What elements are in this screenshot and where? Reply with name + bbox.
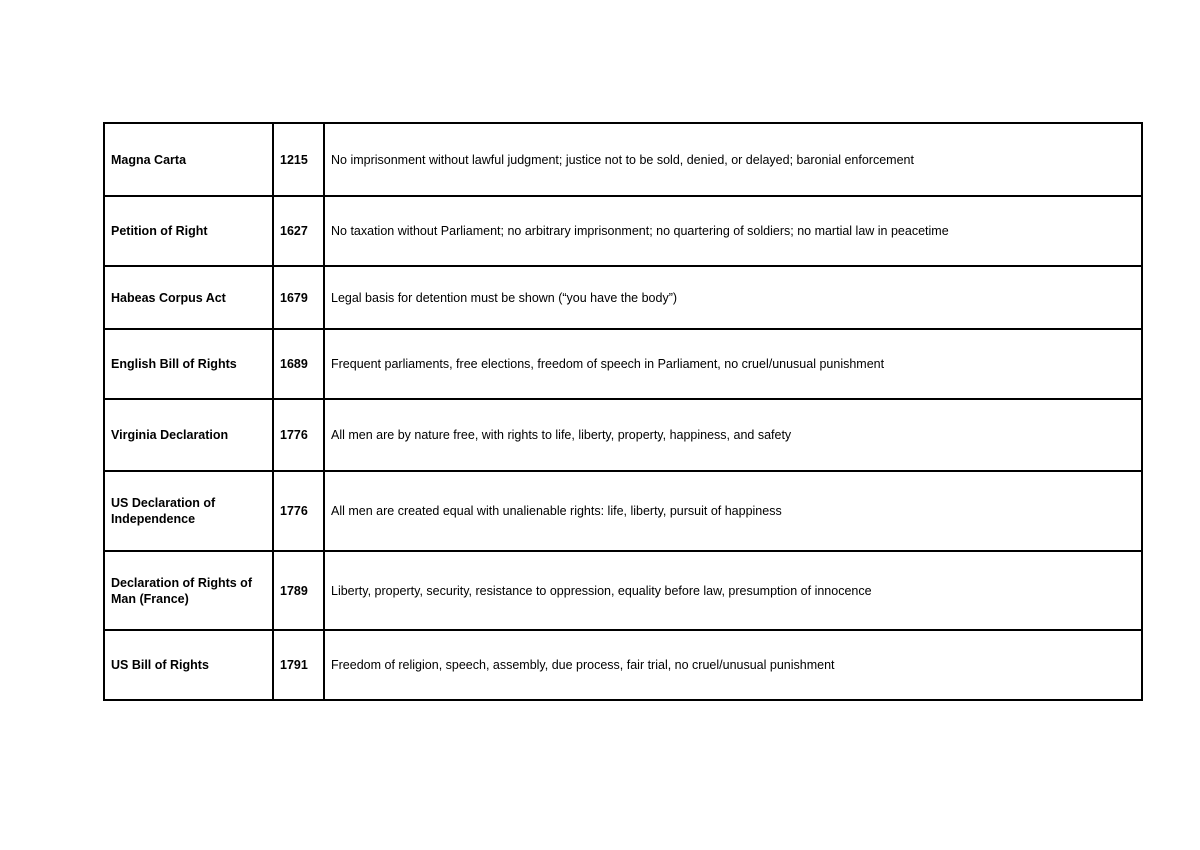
table-row bbox=[104, 551, 1142, 630]
year-cell: 1627 bbox=[273, 196, 324, 266]
year-cell: 1679 bbox=[273, 266, 324, 329]
description-cell: Legal basis for detention must be shown (“you have the body”) bbox=[324, 266, 1142, 329]
rights-documents-table bbox=[103, 122, 1143, 701]
year-cell: 1689 bbox=[273, 329, 324, 399]
description-cell: No imprisonment without lawful judgment; justice not to be sold, denied, or delayed; baronial enforcement bbox=[324, 123, 1142, 196]
year-cell: 1791 bbox=[273, 630, 324, 700]
table-row bbox=[104, 196, 1142, 266]
year-cell: 1776 bbox=[273, 471, 324, 551]
document-name-cell: US Bill of Rights bbox=[104, 630, 273, 700]
description-cell: No taxation without Parliament; no arbitrary imprisonment; no quartering of soldiers; no martial law in peacetime bbox=[324, 196, 1142, 266]
table-row bbox=[104, 471, 1142, 551]
year-cell: 1215 bbox=[273, 123, 324, 196]
document-name-cell: Habeas Corpus Act bbox=[104, 266, 273, 329]
document-name-cell: English Bill of Rights bbox=[104, 329, 273, 399]
document-name-cell: Declaration of Rights of Man (France) bbox=[104, 551, 273, 630]
document-name-cell: US Declaration of Independence bbox=[104, 471, 273, 551]
year-cell: 1789 bbox=[273, 551, 324, 630]
table-row bbox=[104, 630, 1142, 700]
table-row bbox=[104, 266, 1142, 329]
table-row bbox=[104, 123, 1142, 196]
description-cell: All men are by nature free, with rights to life, liberty, property, happiness, and safety bbox=[324, 399, 1142, 471]
description-cell: Freedom of religion, speech, assembly, due process, fair trial, no cruel/unusual punishment bbox=[324, 630, 1142, 700]
description-cell: Frequent parliaments, free elections, freedom of speech in Parliament, no cruel/unusual punishment bbox=[324, 329, 1142, 399]
document-name-cell: Virginia Declaration bbox=[104, 399, 273, 471]
table-row bbox=[104, 399, 1142, 471]
description-cell: Liberty, property, security, resistance to oppression, equality before law, presumption of innocence bbox=[324, 551, 1142, 630]
document-name-cell: Petition of Right bbox=[104, 196, 273, 266]
document-name-cell: Magna Carta bbox=[104, 123, 273, 196]
year-cell: 1776 bbox=[273, 399, 324, 471]
description-cell: All men are created equal with unalienable rights: life, liberty, pursuit of happiness bbox=[324, 471, 1142, 551]
table-row bbox=[104, 329, 1142, 399]
